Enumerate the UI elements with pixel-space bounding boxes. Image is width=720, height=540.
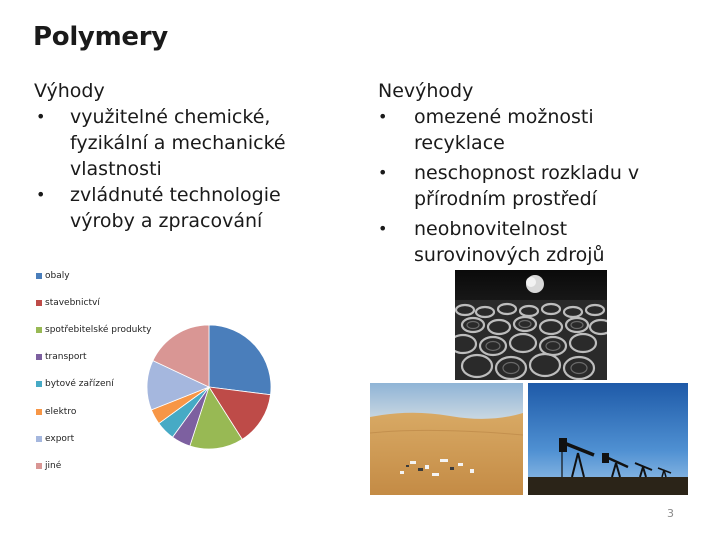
legend-label: transport xyxy=(45,352,87,363)
list-item-line: surovinových zdrojů xyxy=(414,244,605,266)
legend-label: obaly xyxy=(45,270,70,281)
legend-label: elektro xyxy=(45,406,77,417)
bullet-icon: • xyxy=(378,107,388,126)
legend-label: spotřebitelské produkty xyxy=(45,324,152,335)
list-item xyxy=(34,182,334,234)
legend-item xyxy=(36,262,151,289)
legend-item xyxy=(36,452,151,479)
legend-label: bytové zařízení xyxy=(45,379,114,390)
legend-swatch xyxy=(36,327,42,333)
disadvantages-column xyxy=(378,78,678,272)
advantages-column xyxy=(34,78,334,234)
list-item-line: neobnovitelnost xyxy=(414,218,568,240)
list-item-line: omezené možnosti xyxy=(414,106,594,128)
legend-item xyxy=(36,316,151,343)
list-item-line: přírodním prostředí xyxy=(414,188,597,210)
legend-swatch xyxy=(36,354,42,360)
pie-chart xyxy=(144,322,274,452)
slide-title: Polymery xyxy=(33,22,168,52)
legend-swatch xyxy=(36,436,42,442)
bullet-icon: • xyxy=(378,163,388,182)
legend-item xyxy=(36,344,151,371)
oil-pumps-photo xyxy=(528,383,688,495)
list-item xyxy=(378,160,678,212)
disadvantages-heading: Nevýhody xyxy=(378,80,474,102)
bullet-icon: • xyxy=(378,219,388,238)
list-item-line: využitelné chemické, xyxy=(70,106,271,128)
list-item-line: recyklace xyxy=(414,132,505,154)
page-number: 3 xyxy=(667,507,674,520)
list-item xyxy=(378,216,678,268)
list-item xyxy=(34,104,334,182)
pie-slice-0 xyxy=(209,325,271,395)
legend-label: stavebnictví xyxy=(45,297,100,308)
advantages-list xyxy=(34,104,334,234)
list-item-line: zvládnuté technologie xyxy=(70,184,281,206)
tire-dump-photo xyxy=(455,270,607,380)
bullet-icon: • xyxy=(36,107,46,126)
list-item-line: výroby a zpracování xyxy=(70,210,263,232)
legend-item xyxy=(36,289,151,316)
legend-item xyxy=(36,371,151,398)
list-item-line: neschopnost rozkladu v xyxy=(414,162,640,184)
legend-swatch xyxy=(36,463,42,469)
legend-swatch xyxy=(36,381,42,387)
list-item-line: vlastnosti xyxy=(70,158,162,180)
legend-label: export xyxy=(45,433,75,444)
bullet-icon: • xyxy=(36,185,46,204)
legend-swatch xyxy=(36,300,42,306)
legend-item xyxy=(36,398,151,425)
desert-litter-photo xyxy=(370,383,523,495)
advantages-heading: Výhody xyxy=(34,80,105,102)
list-item xyxy=(378,104,678,156)
list-item-line: fyzikální a mechanické xyxy=(70,132,286,154)
legend-swatch xyxy=(36,409,42,415)
legend-swatch xyxy=(36,273,42,279)
chart-legend xyxy=(36,262,151,480)
legend-label: jiné xyxy=(45,460,62,471)
disadvantages-list xyxy=(378,104,678,268)
legend-item xyxy=(36,425,151,452)
